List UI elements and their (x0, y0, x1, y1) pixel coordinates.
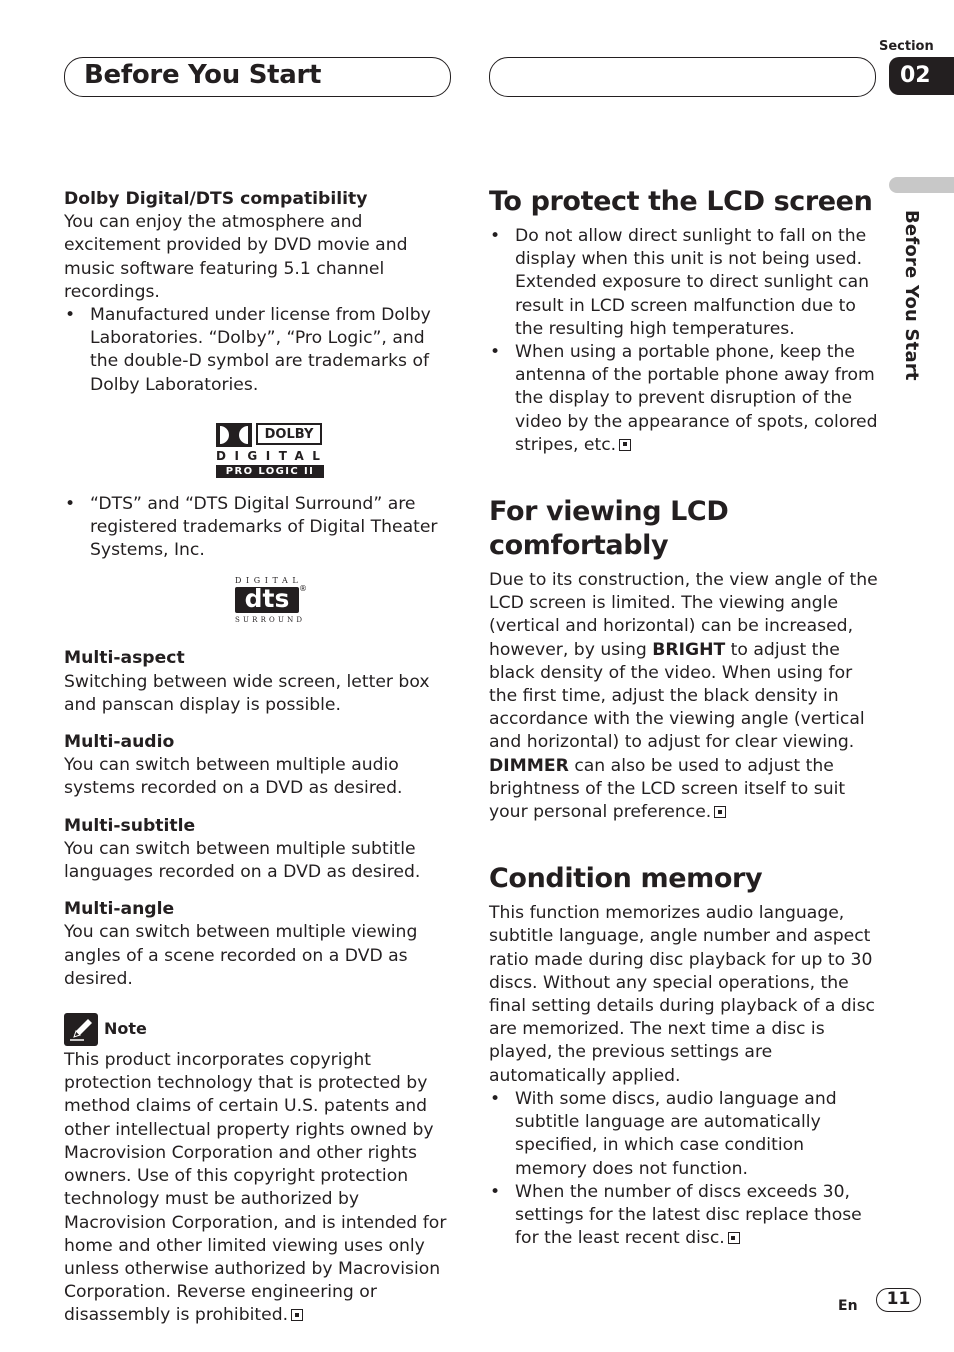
dolby-word: DOLBY (256, 423, 322, 445)
dimmer-keyword: DIMMER (489, 755, 569, 776)
feature-multi-angle (64, 898, 454, 991)
note-header (64, 1013, 454, 1047)
protect-bullet (489, 225, 879, 341)
end-mark-icon (291, 1309, 303, 1321)
bright-keyword: BRIGHT (652, 639, 726, 660)
bullet-dot: • (490, 1181, 501, 1202)
note-box (64, 1013, 454, 1327)
note-body: This product incorporates copyright protection technology that is protected by method claims of certain U.S. patents and other intellectual property rights owned by Macrovision Corporation and other rights owners. Use of this copyright protection technology must be authorized by Macrovision Corporation, and is intended for home and other limited viewing uses only unless otherwise authorized by Macrovision Corporation. Reverse engineering or disassembly is prohibited. (64, 1050, 447, 1326)
viewing-heading: For viewing LCD comfortably (489, 496, 729, 562)
dts-digital-surround-logo (235, 576, 307, 626)
dolby-digital-word: DIGITAL (216, 448, 329, 463)
pencil-note-icon (64, 1013, 98, 1046)
dolby-digital-logo (216, 423, 329, 479)
protect-bullet-text: Do not allow direct sunlight to fall on the display when this unit is not being used. Extended exposure to direct sunlight can result in LCD screen malfunction due to the resulting high temperatures. (515, 226, 870, 339)
bullet-dot: • (65, 493, 76, 514)
right-column (489, 185, 879, 1250)
end-mark-icon (728, 1232, 740, 1244)
dolby-heading: Dolby Digital/DTS compatibility (64, 189, 368, 209)
feature-text: You can switch between multiple subtitle languages recorded on a DVD as desired. (64, 838, 421, 883)
feature-title: Multi-angle (64, 899, 175, 920)
bullet-dot: • (490, 226, 501, 246)
feature-multi-aspect (64, 647, 454, 717)
language-code: En (838, 1298, 858, 1314)
dts-bullet (64, 493, 454, 563)
side-tab-marker (889, 177, 954, 193)
condition-bullet-text: When the number of discs exceeds 30, settings for the latest disc replace those for the least recent disc. (515, 1181, 862, 1249)
double-d-icon (216, 423, 252, 447)
feature-title: Multi-aspect (64, 648, 185, 669)
bullet-dot: • (490, 1088, 501, 1109)
page-title: Before You Start (84, 60, 322, 90)
condition-intro: This function memorizes audio language, subtitle language, angle number and aspect ratio made during disc playback for up to 30 discs. Without any special operations, the final setting details during playback of a disc are memorized. The next time a disc is played, the previous settings are automatically applied. (489, 903, 875, 1086)
viewing-text-1: Due to its construction, the view angle of the LCD screen is limited. The viewing angle (vertical and horizontal) can be increased, however, by using (489, 570, 878, 660)
bullet-dot: • (65, 305, 76, 326)
bullet-dot: • (490, 342, 501, 363)
end-mark-icon (619, 439, 631, 451)
protect-bullet (489, 341, 879, 457)
viewing-text-3: can also be used to adjust the brightness of the LCD screen itself to suit your personal preference. (489, 755, 846, 823)
dolby-bullet-text: Manufactured under license from Dolby Laboratories. “Dolby”, “Pro Logic”, and the double-D symbol are trademarks of Dolby Laboratories. (90, 305, 431, 395)
side-tab-label: Before You Start (901, 210, 922, 381)
feature-text: You can switch between multiple viewing angles of a scene recorded on a DVD as desired. (64, 922, 418, 989)
section-number-badge: 02 (889, 57, 954, 95)
left-column (64, 188, 454, 1328)
section-label: Section (879, 39, 934, 54)
dts-bullet-text: “DTS” and “DTS Digital Surround” are registered trademarks of Digital Theater Systems, Inc. (90, 493, 438, 561)
dts-bottom-word: SURROUND (235, 616, 306, 625)
header-blank-pill (489, 57, 876, 97)
dolby-intro: You can enjoy the atmosphere and excitement provided by DVD movie and music software featuring 5.1 channel recordings. (64, 212, 408, 302)
feature-title: Multi-audio (64, 732, 175, 753)
dts-registered-mark: ® (299, 584, 307, 594)
note-text (64, 1049, 454, 1327)
condition-bullet (489, 1181, 879, 1251)
condition-bullet (489, 1088, 879, 1181)
pro-logic-word: PRO LOGIC II (216, 465, 324, 478)
end-mark-icon (714, 806, 726, 818)
protect-heading: To protect the LCD screen (489, 186, 873, 217)
dts-top-word: DIGITAL (235, 576, 303, 586)
viewing-paragraph (489, 569, 879, 824)
feature-title: Multi-subtitle (64, 815, 196, 836)
protect-bullet-text: When using a portable phone, keep the antenna of the portable phone away from the display to prevent disruption of the video by the appearance of spots, colored stripes, etc. (515, 342, 878, 455)
feature-list (64, 647, 454, 991)
condition-bullet-text: With some discs, audio language and subtitle language are automatically specified, in which case condition memory does not function. (515, 1088, 837, 1179)
dts-word: dts (235, 587, 299, 613)
feature-multi-subtitle (64, 815, 454, 885)
feature-text: Switching between wide screen, letter box and panscan display is possible. (64, 671, 430, 715)
condition-heading: Condition memory (489, 863, 763, 895)
dolby-bullet (64, 304, 454, 397)
feature-multi-audio (64, 731, 454, 801)
viewing-text-2: to adjust the black density of the video. When using for the first time, adjust the black density in accordance with the viewing angle (vertical and horizontal) to adjust for clear viewing. (489, 639, 865, 753)
page-number: 11 (876, 1288, 921, 1312)
protect-bullets (489, 225, 879, 457)
feature-text: You can switch between multiple audio systems recorded on a DVD as desired. (64, 755, 403, 799)
note-label: Note (104, 1019, 147, 1039)
